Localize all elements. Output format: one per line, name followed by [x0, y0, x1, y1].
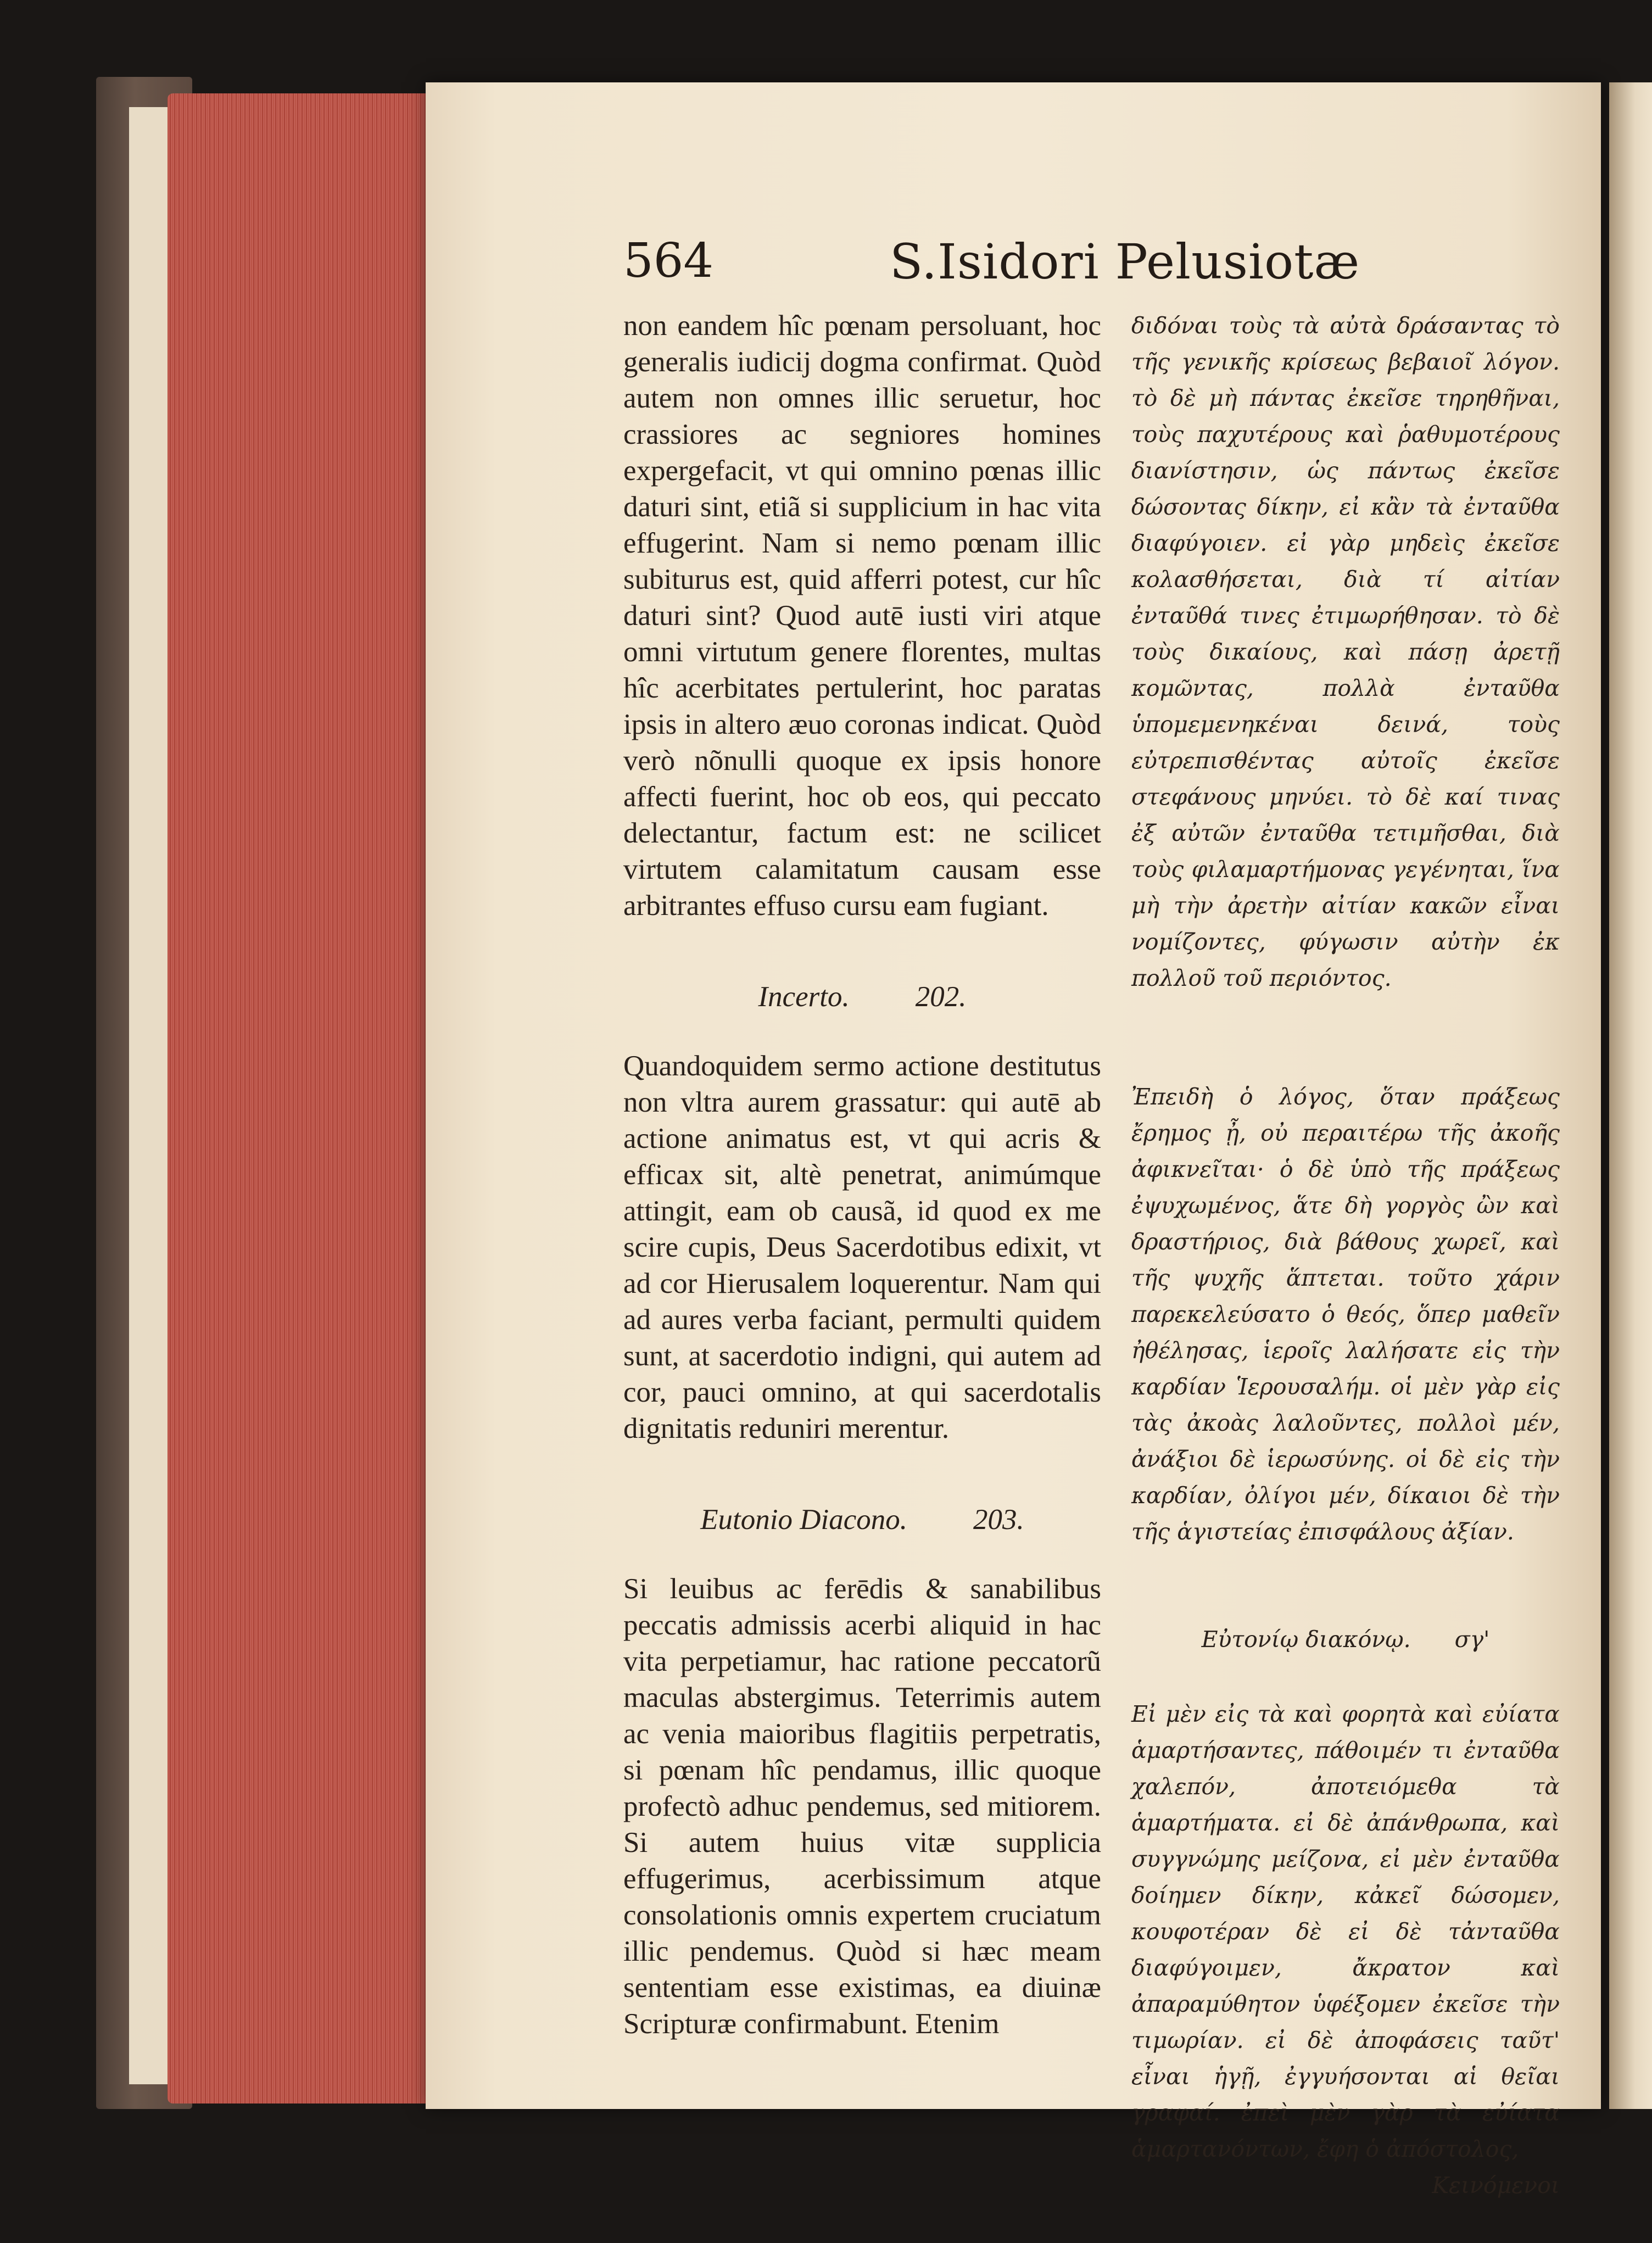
greek-heading	[1131, 1621, 1560, 1658]
greek-paragraph-2: Ἐπειδὴ ὁ λόγος, ὅταν πράξεως ἔρημος ᾖ, οὐ περαιτέρω τῆς ἀκοῆς ἀφικνεῖται· ὁ δὲ ὑπὸ τῆς πράξεως ἐψυχωμένος, ἅτε δὴ γοργὸς ὢν καὶ δραστήριος, διὰ βάθους χωρεῖ, καὶ τῆς ψυχῆς ἅπτεται. τοῦτο χάριν παρεκελεύσατο ὁ θεός, ὅπερ μαθεῖν ἠθέλησας, ἱεροῖς λαλήσατε εἰς τὴν καρδίαν Ἱερουσαλήμ. οἱ μὲν γὰρ εἰς τὰς ἀκοὰς λαλοῦντες, πολλοὶ μέν, ἀνάξιοι δὲ ἱερωσύνης. οἱ δὲ εἰς τὴν καρδίαν, ὀλίγοι μέν, δίκαιοι δὲ τὴν τῆς ἁγιστείας ἐπισφάλους ἀξίαν.	[1131, 1084, 1560, 1545]
page-number: 564	[623, 233, 714, 288]
latin-paragraph-1: non eandem hîc pœnam persoluant, hoc generalis iudicij dogma confirmat. Quòd autem non omnes illic seruetur, hoc crassiores ac segniores homines expergefacit, vt qui omnino pœnas illic daturi sint, etiã si supplicium in hac vita effugerint. Nam si nemo pœnam illic subiturus est, quid afferri potest, cur hîc daturi sint? Quod autē iusti viri atque omni virtutum genere florentes, multas hîc acerbitates pertulerint, hoc paratas ipsis in altero æuo coronas indicat. Quòd verò nõnulli quoque ex ipsis honore affecti fuerint, hoc ob eos, qui peccato delectantur, factum est: ne scilicet virtutem calamitatum causam esse arbitrantes effuso cursu eam fugiant.	[623, 310, 1101, 922]
latin-paragraph-3: Si leuibus ac ferēdis & sanabilibus peccatis admissis acerbi aliquid in hac vita perpetiamur, hac ratione peccatorũ maculas abstergimus. Teterrimis autem ac venia maioribus flagitiis perpetratis, si pœnam hîc pendamus, illic quoque profectò adhuc pendemus, sed mitiorem. Si autem huius vitæ supplicia effugerimus, acerbissimum atque consolationis omnis expertem cruciatum illic pendemus. Quòd si hæc meam sententiam esse existimas, ea diuinæ Scripturæ confirmabunt. Etenim	[623, 1573, 1101, 2040]
greek-heading-name: Εὐτονίῳ διακόνῳ.	[1201, 1626, 1411, 1653]
latin-paragraph-2: Quandoquidem sermo actione destitutus non vltra aurem grassatur: qui autē ab actione animatus est, vt qui acris & efficax sit, altè penetrat, animúmque attingit, eam ob causã, id quod ex me scire cupis, Deus Sacerdotibus edixit, vt ad cor Hierusalem loquerentur. Nam qui ad aures verba faciant, permulti quidem sunt, at sacerdotio indigni, qui autem ad cor, pauci omnino, at qui sacerdotalis dignitatis reduniri merentur.	[623, 1050, 1101, 1444]
next-page-edge	[1609, 82, 1652, 2109]
running-title: S.Isidori Pelusiotæ	[890, 233, 1360, 290]
page-edges-red	[168, 93, 428, 2103]
latin-heading-203-number: 203.	[973, 1504, 1024, 1536]
greek-heading-number: σγ'	[1454, 1626, 1490, 1653]
latin-heading-203-name: Eutonio Diacono.	[700, 1504, 908, 1536]
latin-heading-202	[623, 979, 1101, 1015]
latin-heading-203	[623, 1502, 1101, 1538]
greek-column	[1131, 308, 1560, 2203]
catchword: Κεινόμενοι	[1432, 2172, 1560, 2199]
greek-paragraph-3: Εἰ μὲν εἰς τὰ καὶ φορητὰ καὶ εὐίατα ἁμαρτήσαντες, πάθοιμέν τι ἐνταῦθα χαλεπόν, ἀποτειόμεθα τὰ ἁμαρτήματα. εἰ δὲ ἀπάνθρωπα, καὶ συγγνώμης μείζονα, εἰ μὲν ἐνταῦθα δοίημεν δίκην, κἀκεῖ δώσομεν, κουφοτέραν δὲ εἰ δὲ τἀνταῦθα διαφύγοιμεν, ἄκρατον καὶ ἀπαραμύθητον ὑφέξομεν ἐκεῖσε τὴν τιμωρίαν. εἰ δὲ ἀποφάσεις ταῦτ' εἶναι ἡγῇ, ἐγγυήσονται αἱ θεῖαι γραφαί. ἐπεὶ μὲν γὰρ τὰ εὐίατα ἁμαρτανόντων, ἔφη ὁ ἀπόστολος,	[1131, 1701, 1560, 2162]
greek-paragraph-1: διδόναι τοὺς τὰ αὐτὰ δράσαντας τὸ τῆς γενικῆς κρίσεως βεβαιοῖ λόγον. τὸ δὲ μὴ πάντας ἐκεῖσε τηρηθῆναι, τοὺς παχυτέρους καὶ ῥαθυμοτέρους διανίστησιν, ὡς πάντως ἐκεῖσε δώσοντας δίκην, εἰ κἂν τὰ ἐνταῦθα διαφύγοιεν. εἰ γὰρ μηδεὶς ἐκεῖσε κολασθήσεται, διὰ τί αἰτίαν ἐνταῦθά τινες ἐτιμωρήθησαν. τὸ δὲ τοὺς δικαίους, καὶ πάσῃ ἀρετῇ κομῶντας, πολλὰ ἐνταῦθα ὑπομεμενηκέναι δεινά, τοὺς εὐτρεπισθέντας αὐτοῖς ἐκεῖσε στεφάνους μηνύει. τὸ δὲ καί τινας ἐξ αὐτῶν ἐνταῦθα τετιμῆσθαι, διὰ τοὺς φιλαμαρτήμονας γεγένηται, ἵνα μὴ τὴν ἀρετὴν αἰτίαν κακῶν εἶναι νομίζοντες, φύγωσιν αὐτὴν ἐκ πολλοῦ τοῦ περιόντος.	[1131, 313, 1560, 991]
latin-heading-202-number: 202.	[915, 981, 967, 1013]
latin-column	[623, 308, 1101, 2042]
latin-heading-202-name: Incerto.	[758, 981, 850, 1013]
